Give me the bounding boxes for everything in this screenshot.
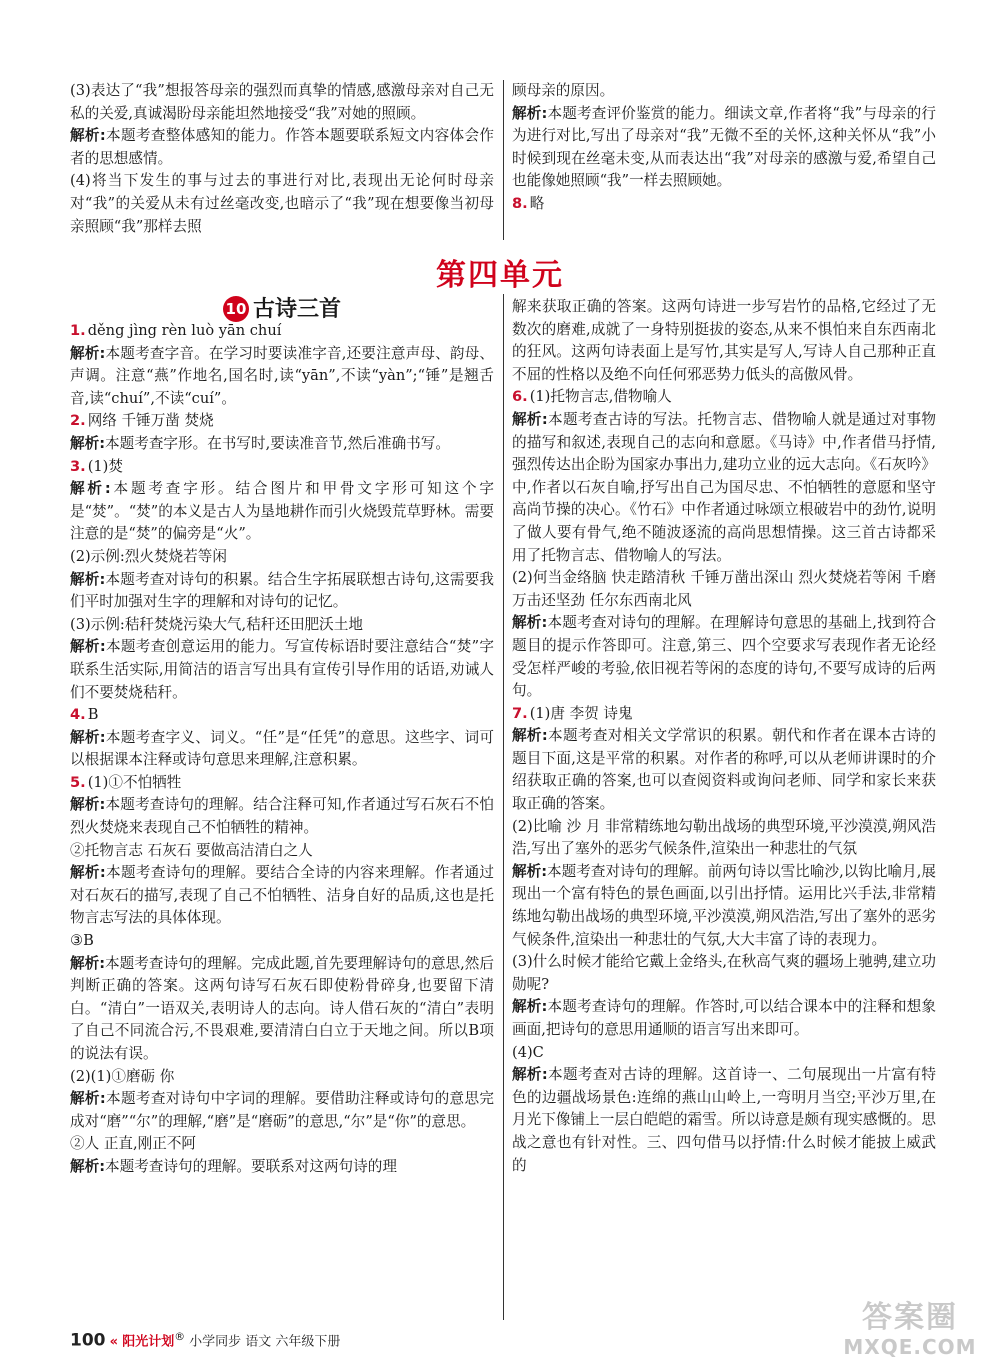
paragraph: 解析:本题考查对诗句的理解。在理解诗句意思的基础上,找到符合题目的提示作答即可。注意,第三、四个空要求写表现作者无论经受怎样严峻的考验,依旧视若等闲的态度的诗句,不要写成诗的后两句。 [512, 614, 936, 700]
paragraph: 解析:本题考查对相关文学常识的积累。朝代和作者在课本古诗的题目下面,这是平常的积累。对作者的称呼,可以从老师讲课时的介绍获取正确的答案,也可以查阅资料或询问老师、同学和家长来获取正确的答案。 [512, 727, 936, 813]
question-number: 7. [512, 704, 528, 722]
paragraph: 解析:本题考查诗句的理解。完成此题,首先要理解诗句的意思,然后判断正确的答案。这两句诗写石灰石即使粉骨碎身,也要留下清白。“清白”一语双关,表明诗人的志向。诗人借石灰的“清白”表明了自己不同流合污,不畏艰难,要清清白白立于天地之间。所以B项的说法有误。 [70, 954, 494, 1062]
paragraph: 4. B [70, 706, 99, 724]
paragraph: (3)表达了“我”想报答母亲的强烈而真挚的情感,感激母亲对自己无私的关爱,真诚渴盼母亲能坦然地接受“我”对她的照顾。 [70, 82, 494, 122]
prev-answers-right [512, 80, 936, 216]
prev-answers-left [70, 80, 494, 238]
brand-name: 阳光计划 [122, 1334, 175, 1350]
paragraph: 解析:本题考查诗句的理解。作答时,可以结合课本中的注释和想象画面,把诗句的意思用通顺的语言写出来即可。 [512, 998, 936, 1038]
paragraph: 8. 略 [512, 194, 545, 212]
paragraph: ②人 正直,刚正不阿 [70, 1135, 197, 1153]
paragraph: 解析:本题考查对古诗的理解。这首诗一、二句展现出一片富有特色的边疆战场景色:连绵的燕山山岭上,一弯明月当空;平沙万里,在月光下像铺上一层白皑皑的霜雪。所以诗意是颇有现实感慨的。思战之意也有针对性。三、四句借马以抒情:什么时候才能披上威武的 [512, 1066, 936, 1174]
paragraph: 解析:本题考查字形。在书写时,要读准音节,然后准确书写。 [70, 434, 450, 452]
question-number: 2. [70, 412, 86, 430]
paragraph: 解析:本题考查对诗句的理解。前两句诗以雪比喻沙,以钩比喻月,展现出一个富有特色的景色画面,以引出抒情。运用比兴手法,非常精练地勾勒出战场的典型环境,平沙漠漠,朔风浩浩,写出了塞外的恶劣气候条件,渲染出一种悲壮的气氛,大大丰富了诗的表现力。 [512, 862, 936, 948]
analysis-label: 解析: [70, 570, 106, 588]
analysis-label: 解析: [512, 614, 548, 632]
analysis-label: 解析: [512, 862, 548, 880]
analysis-label: 解析: [512, 727, 548, 745]
answers-left-column [70, 320, 494, 1179]
analysis-label: 解析: [70, 864, 106, 882]
paragraph: 解析:本题考查字义、词义。“任”是“任凭”的意思。这些字、词可以根据课本注释或诗句意思来理解,注意积累。 [70, 728, 494, 769]
paragraph: 2. 网络 千锤万凿 焚烧 [70, 412, 214, 430]
analysis-label: 解析: [70, 127, 106, 145]
paragraph: 6. (1)托物言志,借物喻人 [512, 388, 672, 406]
paragraph: (2)比喻 沙 月 非常精练地勾勒出战场的典型环境,平沙漠漠,朔风浩浩,写出了塞外的恶劣气候条件,渲染出一种悲壮的气氛 [512, 817, 936, 858]
page-footer [70, 1330, 340, 1350]
paragraph: (4)将当下发生的事与过去的事进行对比,表现出无论何时母亲对“我”的关爱从未有过丝毫改变,也暗示了“我”现在想要像当初母亲照顾“我”那样去照 [70, 172, 494, 235]
registered-mark: ® [174, 1330, 186, 1343]
paragraph: (2)何当金络脑 快走踏清秋 千锤万凿出深山 烈火焚烧若等闲 千磨万击还坚劲 任尔东西南北风 [512, 569, 936, 609]
analysis-label: 解析: [512, 1066, 548, 1084]
paragraph: 解析:本题考查评价鉴赏的能力。细读文章,作者将“我”与母亲的行为进行对比,写出了母亲对“我”无微不至的关怀,这种关怀从“我”小时候到现在丝毫未变,从而表达出“我”对母亲的感激与爱,希望自己也能像她照顾“我”一样去照顾她。 [512, 104, 936, 190]
column-divider-top [503, 80, 504, 240]
question-number: 3. [70, 457, 86, 475]
paragraph: (3)什么时候才能给它戴上金络头,在秋高气爽的疆场上驰骋,建立功勋呢? [512, 953, 936, 993]
paragraph: 解析:本题考查字形。结合图片和甲骨文字形可知这个字是“焚”。“焚”的本义是古人为垦地耕作而引火烧毁荒草野林。需要注意的是“焚”的偏旁是“火”。 [70, 480, 494, 543]
question-number: 6. [512, 388, 528, 406]
page-number: 100 [70, 1330, 106, 1351]
lesson-title [70, 292, 494, 323]
book-subtitle: 小学同步 语文 六年级下册 [189, 1334, 341, 1350]
paragraph: ③B [70, 932, 94, 950]
paragraph: 解析:本题考查诗句的理解。结合注释可知,作者通过写石灰石不怕烈火焚烧来表现自己不怕牺牲的精神。 [70, 796, 494, 837]
unit-title: 第四单元 [436, 258, 564, 293]
analysis-label: 解析: [70, 954, 106, 972]
paragraph: (3)示例:秸秆焚烧污染大气,秸秆还田肥沃土地 [70, 615, 363, 633]
question-number: 1. [70, 322, 86, 339]
lesson-number-badge: 10 [223, 296, 249, 322]
paragraph: 顾母亲的原因。 [512, 82, 615, 99]
analysis-label: 解析: [512, 410, 548, 428]
question-number: 4. [70, 706, 86, 724]
paragraph: 解析:本题考查古诗的写法。托物言志、借物喻人就是通过对事物的描写和叙述,表现自己的志向和意愿。《马诗》中,作者借马抒情,强烈传达出企盼为国家办事出力,建功立业的远大志向。《石灰吟》中,作者以石灰自喻,抒写出自己为国尽忠、不怕牺牲的意愿和坚守高尚节操的决心。《竹石》中作者通过咏颂立根破岩中的劲竹,说明了做人要有骨气,绝不随波逐流的高尚思想情操。这三首古诗都采用了托物言志、借物喻人的写法。 [512, 410, 936, 564]
analysis-label: 解析: [70, 1157, 106, 1175]
watermark-line2: MXQE.COM [843, 1335, 977, 1359]
analysis-label: 解析: [70, 480, 111, 498]
analysis-label: 解析: [512, 998, 548, 1016]
watermark [830, 1300, 990, 1366]
answers-right-column [512, 296, 936, 1177]
paragraph: (2)(1)①磨砺 你 [70, 1067, 175, 1085]
double-chevron-icon: « [109, 1334, 119, 1350]
paragraph: 解析:本题考查诗句的理解。要联系对这两句诗的理 [70, 1157, 397, 1175]
paragraph: (4)C [512, 1043, 544, 1061]
paragraph: 1. děng jìng rèn luò yān chuí [70, 322, 282, 339]
analysis-label: 解析: [70, 728, 106, 746]
paragraph: 解析:本题考查对诗句中字词的理解。要借助注释或诗句的意思完成对“磨”“尔”的理解,“磨”是“磨砺”的意思,“尔”是“你”的意思。 [70, 1090, 494, 1130]
paragraph: 解析:本题考查字音。在学习时要读准字音,还要注意声母、韵母、声调。注意“燕”作地名,国名时,读“yān”,不读“yàn”;“锤”是翘舌音,读“chuí”,不读“cuí”。 [70, 344, 494, 407]
paragraph: (2)示例:烈火焚烧若等闲 [70, 547, 227, 565]
analysis-label: 解析: [70, 344, 106, 362]
paragraph: 解析:本题考查创意运用的能力。写宣传标语时要注意结合“焚”字联系生活实际,用简洁的语言写出具有宣传引导作用的话语,劝诫人们不要焚烧秸秆。 [70, 638, 494, 701]
analysis-label: 解析: [512, 104, 548, 122]
paragraph: 解来获取正确的答案。这两句诗进一步写岩竹的品格,它经过了无数次的磨难,成就了一身特别挺拔的姿态,从来不惧怕来自东西南北的狂风。这两句诗表面上是写竹,其实是写人,写诗人自己那种正直不屈的性格以及绝不向任何邪恶势力低头的高傲风骨。 [512, 298, 936, 383]
question-number: 5. [70, 773, 86, 791]
paragraph: 解析:本题考查诗句的理解。要结合全诗的内容来理解。作者通过对石灰石的描写,表现了自己不怕牺牲、洁身自好的品质,这也是托物言志写法的具体体现。 [70, 864, 494, 927]
paragraph: ②托物言志 石灰石 要做高洁清白之人 [70, 841, 313, 859]
paragraph: 解析:本题考查整体感知的能力。作答本题要联系短文内容体会作者的思想感情。 [70, 127, 494, 167]
paragraph: 7. (1)唐 李贺 诗鬼 [512, 704, 633, 722]
paragraph: 3. (1)焚 [70, 457, 123, 475]
analysis-label: 解析: [70, 638, 106, 656]
question-number: 8. [512, 194, 528, 212]
analysis-label: 解析: [70, 796, 106, 814]
paragraph: 5. (1)①不怕牺牲 [70, 773, 182, 791]
watermark-line1: 答案圈 [862, 1300, 958, 1335]
analysis-label: 解析: [70, 1090, 106, 1108]
paragraph: 解析:本题考查对诗句的积累。结合生字拓展联想古诗句,这需要我们平时加强对生字的理解和对诗句的记忆。 [70, 570, 494, 611]
analysis-label: 解析: [70, 434, 106, 452]
lesson-title-text: 古诗三首 [252, 297, 341, 322]
column-divider-main [503, 294, 504, 1320]
